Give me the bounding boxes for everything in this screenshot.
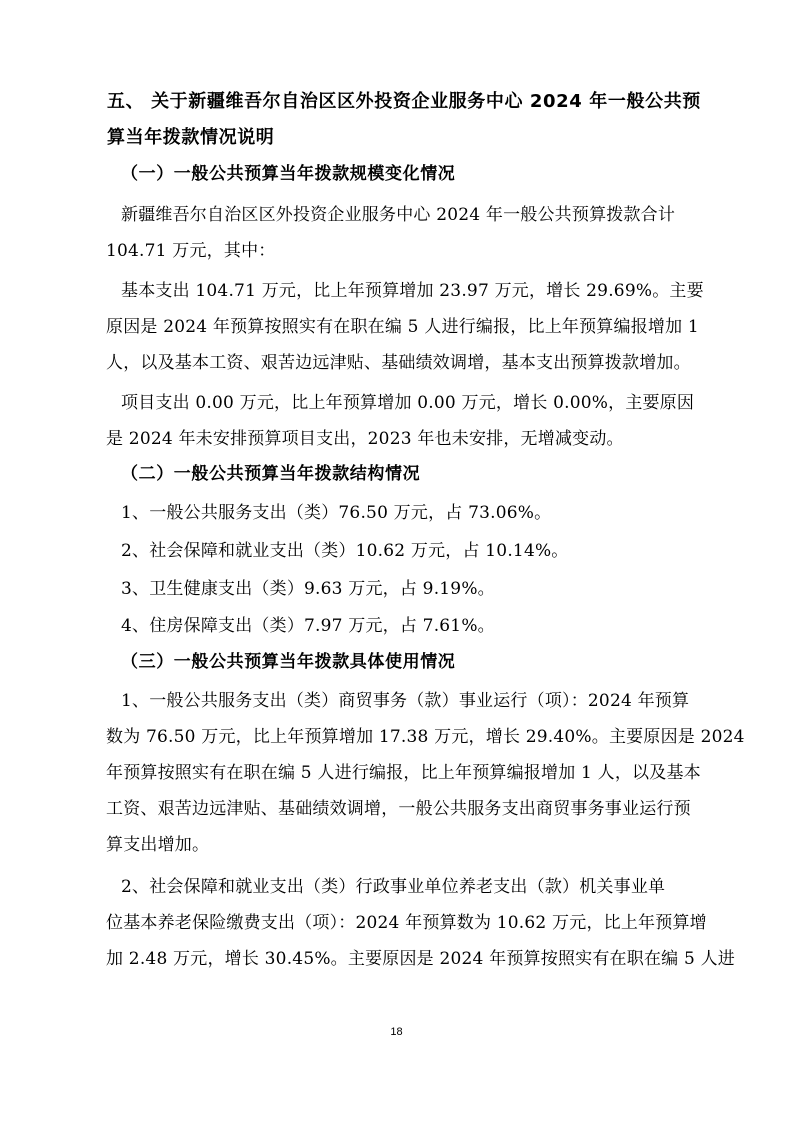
paragraph-line: 基本支出 104.71 万元，比上年预算增加 23.97 万元，增长 29.69%。主要 — [121, 281, 704, 301]
paragraph-line: 104.71 万元，其中： — [106, 241, 276, 261]
paragraph-line: 位基本养老保险缴费支出（项）：2024 年预算数为 10.62 万元，比上年预算增 — [106, 913, 707, 933]
list-item: 4、住房保障支出（类）7.97 万元，占 7.61%。 — [121, 616, 495, 636]
paragraph-line: 1、一般公共服务支出（类）商贸事务（款）事业运行（项）：2024 年预算 — [121, 691, 690, 711]
list-item: 3、卫生健康支出（类）9.63 万元，占 9.19%。 — [121, 579, 495, 599]
list-item: 1、一般公共服务支出（类）76.50 万元，占 73.06%。 — [121, 503, 552, 523]
paragraph-line: 算支出增加。 — [106, 835, 210, 855]
paragraph-line: 加 2.48 万元，增长 30.45%。主要原因是 2024 年预算按照实有在职在编 5 人进 — [106, 949, 735, 969]
subsection-2-heading: （二）一般公共预算当年拨款结构情况 — [121, 464, 421, 484]
section-title-line-2: 算当年拨款情况说明 — [107, 127, 275, 148]
list-item: 2、社会保障和就业支出（类）10.62 万元，占 10.14%。 — [121, 541, 569, 561]
paragraph-line: 2、社会保障和就业支出（类）行政事业单位养老支出（款）机关事业单 — [121, 877, 666, 897]
paragraph-line: 原因是 2024 年预算按照实有在职在编 5 人进行编报，比上年预算编报增加 1 — [106, 317, 699, 337]
paragraph-line: 项目支出 0.00 万元，比上年预算增加 0.00 万元，增长 0.00%，主要原因 — [121, 393, 695, 413]
paragraph-line: 年预算按照实有在职在编 5 人进行编报，比上年预算编报增加 1 人，以及基本 — [106, 763, 701, 783]
paragraph-line: 人，以及基本工资、艰苦边远津贴、基础绩效调增，基本支出预算拨款增加。 — [106, 353, 691, 373]
subsection-1-heading: （一）一般公共预算当年拨款规模变化情况 — [121, 164, 456, 184]
section-title-line-1: 五、 关于新疆维吾尔自治区区外投资企业服务中心 2024 年一般公共预 — [107, 91, 701, 112]
paragraph-line: 新疆维吾尔自治区区外投资企业服务中心 2024 年一般公共预算拨款合计 — [121, 205, 676, 225]
paragraph-line: 工资、艰苦边远津贴、基础绩效调增，一般公共服务支出商贸事务事业运行预 — [106, 799, 691, 819]
page-number: 18 — [390, 1026, 403, 1038]
paragraph-line: 是 2024 年未安排预算项目支出，2023 年也未安排，无增减变动。 — [106, 429, 624, 449]
paragraph-line: 数为 76.50 万元，比上年预算增加 17.38 万元，增长 29.40%。主要原因是 2024 — [106, 727, 745, 747]
subsection-3-heading: （三）一般公共预算当年拨款具体使用情况 — [121, 652, 456, 672]
